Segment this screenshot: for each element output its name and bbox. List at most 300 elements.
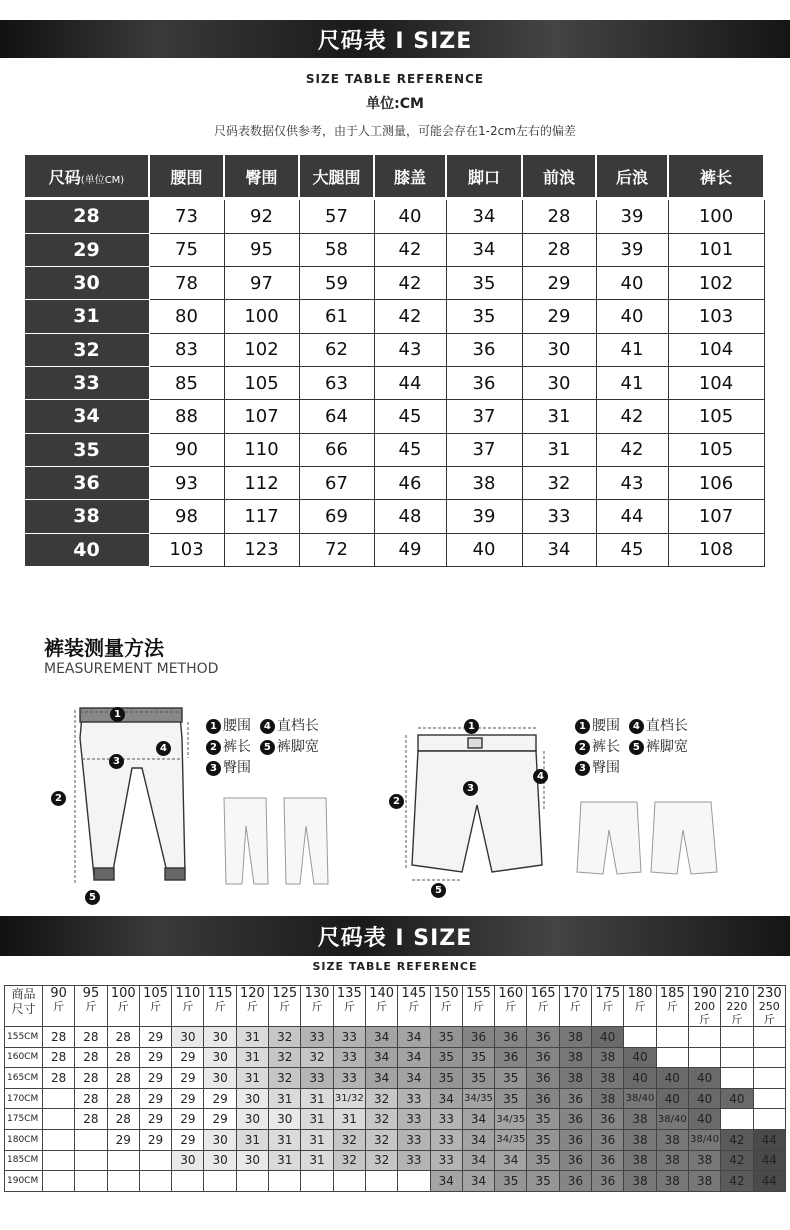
weight-header-row xyxy=(5,986,786,1027)
height-row xyxy=(5,1088,786,1109)
size-recommendation-cell: 38 xyxy=(688,1150,720,1171)
measurement-cell: 45 xyxy=(374,433,446,466)
size-cell: 33 xyxy=(24,366,149,399)
measurement-cell: 123 xyxy=(224,533,299,566)
measurement-cell: 98 xyxy=(149,500,224,533)
measurement-cell: 103 xyxy=(149,533,224,566)
measurement-cell: 61 xyxy=(299,300,374,333)
measurement-cell: 100 xyxy=(668,199,764,234)
measurement-cell: 73 xyxy=(149,199,224,234)
size-recommendation-cell: 38/40 xyxy=(624,1088,656,1109)
size-recommendation-cell: 33 xyxy=(398,1129,430,1150)
size-recommendation-cell: 38 xyxy=(592,1047,624,1068)
size-row xyxy=(24,433,764,466)
size-recommendation-cell: 32 xyxy=(333,1150,365,1171)
size-recommendation-cell: 31 xyxy=(236,1068,268,1089)
size-recommendation-cell: 28 xyxy=(75,1027,107,1048)
size-recommendation-cell xyxy=(107,1171,139,1192)
size-recommendation-cell: 29 xyxy=(172,1109,204,1130)
size-recommendation-cell: 33 xyxy=(398,1150,430,1171)
column-header: 后浪 xyxy=(596,154,668,199)
marker-3-icon: 3 xyxy=(109,751,126,770)
size-recommendation-cell xyxy=(721,1109,753,1130)
size-recommendation-cell: 28 xyxy=(107,1047,139,1068)
measurement-cell: 43 xyxy=(374,333,446,366)
size-recommendation-cell: 38 xyxy=(624,1150,656,1171)
size-recommendation-cell: 44 xyxy=(753,1150,785,1171)
weight-header: 100 斤 xyxy=(107,986,139,1027)
size-recommendation-cell: 36 xyxy=(527,1027,559,1048)
size-recommendation-cell: 33 xyxy=(333,1047,365,1068)
weight-header: 135 斤 xyxy=(333,986,365,1027)
measurement-cell: 37 xyxy=(446,400,522,433)
size-recommendation-cell xyxy=(43,1109,75,1130)
measurement-cell: 105 xyxy=(224,366,299,399)
size-recommendation-cell: 30 xyxy=(269,1109,301,1130)
size-recommendation-cell xyxy=(656,1027,688,1048)
measurement-cell: 45 xyxy=(374,400,446,433)
measurement-cell: 39 xyxy=(446,500,522,533)
pants-front-back-thumbnails xyxy=(220,792,340,892)
size-recommendation-cell: 35 xyxy=(527,1109,559,1130)
size-recommendation-cell: 40 xyxy=(656,1088,688,1109)
weight-header: 210 220斤 xyxy=(721,986,753,1027)
height-row xyxy=(5,1109,786,1130)
size-recommendation-cell: 32 xyxy=(269,1027,301,1048)
measurement-cell: 41 xyxy=(596,333,668,366)
measurement-cell: 105 xyxy=(668,400,764,433)
measurement-cell: 43 xyxy=(596,466,668,499)
measurement-cell: 90 xyxy=(149,433,224,466)
size-recommendation-cell: 36 xyxy=(527,1047,559,1068)
column-header: 裤长 xyxy=(668,154,764,199)
size-recommendation-cell: 32 xyxy=(333,1129,365,1150)
measurement-cell: 97 xyxy=(224,266,299,299)
height-row xyxy=(5,1129,786,1150)
shorts-front-back-thumbnails xyxy=(575,798,725,880)
size-recommendation-cell: 31/32 xyxy=(333,1088,365,1109)
measurement-cell: 42 xyxy=(374,300,446,333)
height-label: 180CM xyxy=(5,1129,43,1150)
measurement-cell: 83 xyxy=(149,333,224,366)
size-recommendation-cell: 30 xyxy=(236,1088,268,1109)
measurement-cell: 34 xyxy=(446,199,522,234)
size-recommendation-cell: 36 xyxy=(559,1109,591,1130)
size-recommendation-cell: 31 xyxy=(301,1088,333,1109)
size-recommendation-cell: 38 xyxy=(688,1171,720,1192)
size-recommendation-cell xyxy=(624,1027,656,1048)
size-recommendation-cell: 38 xyxy=(592,1068,624,1089)
size-recommendation-cell: 42 xyxy=(721,1150,753,1171)
measurement-cell: 41 xyxy=(596,366,668,399)
size-cell: 32 xyxy=(24,333,149,366)
size-recommendation-cell: 33 xyxy=(333,1068,365,1089)
size-recommendation-cell: 34 xyxy=(462,1150,494,1171)
measurement-cell: 93 xyxy=(149,466,224,499)
size-recommendation-cell: 40 xyxy=(624,1047,656,1068)
shorts-diagram xyxy=(392,720,567,900)
size-table xyxy=(23,153,765,567)
size-recommendation-cell: 31 xyxy=(269,1150,301,1171)
size-recommendation-cell xyxy=(43,1150,75,1171)
size-recommendation-cell: 29 xyxy=(139,1088,171,1109)
measurement-cell: 45 xyxy=(596,533,668,566)
measurement-cell: 85 xyxy=(149,366,224,399)
size-recommendation-cell: 34/35 xyxy=(495,1129,527,1150)
size-recommendation-cell: 33 xyxy=(430,1150,462,1171)
size-recommendation-cell: 31 xyxy=(269,1129,301,1150)
size-recommendation-cell: 32 xyxy=(301,1047,333,1068)
disclaimer-note: 尺码表数据仅供参考，由于人工测量，可能会存在1-2cm左右的偏差 xyxy=(214,124,576,138)
size-recommendation-cell xyxy=(139,1171,171,1192)
measurement-cell: 72 xyxy=(299,533,374,566)
size-recommendation-cell: 28 xyxy=(107,1109,139,1130)
size-recommendation-cell xyxy=(721,1068,753,1089)
measurement-cell: 69 xyxy=(299,500,374,533)
size-recommendation-cell: 38 xyxy=(656,1129,688,1150)
size-recommendation-cell: 44 xyxy=(753,1171,785,1192)
size-cell: 40 xyxy=(24,533,149,566)
size-recommendation-cell: 42 xyxy=(721,1171,753,1192)
measurement-cell: 63 xyxy=(299,366,374,399)
measurement-cell: 28 xyxy=(522,199,596,234)
size-recommendation-cell: 28 xyxy=(43,1047,75,1068)
size-recommendation-cell: 29 xyxy=(172,1088,204,1109)
measurement-cell: 39 xyxy=(596,233,668,266)
size-recommendation-cell: 35 xyxy=(527,1129,559,1150)
size-recommendation-cell xyxy=(75,1129,107,1150)
size-recommendation-cell: 28 xyxy=(107,1088,139,1109)
size-recommendation-cell xyxy=(753,1047,785,1068)
size-recommendation-cell: 40 xyxy=(688,1109,720,1130)
height-row xyxy=(5,1171,786,1192)
weight-header: 105 斤 xyxy=(139,986,171,1027)
weight-header: 230 250斤 xyxy=(753,986,785,1027)
weight-header: 165 斤 xyxy=(527,986,559,1027)
weight-header: 120 斤 xyxy=(236,986,268,1027)
size-recommendation-cell: 38 xyxy=(656,1171,688,1192)
weight-header: 110 斤 xyxy=(172,986,204,1027)
column-header-size: 尺码(单位CM) xyxy=(24,154,149,199)
size-recommendation-cell: 35 xyxy=(462,1047,494,1068)
size-recommendation-cell: 40 xyxy=(624,1068,656,1089)
size-cell: 36 xyxy=(24,466,149,499)
size-recommendation-cell: 29 xyxy=(204,1088,236,1109)
measurement-cell: 42 xyxy=(374,233,446,266)
size-recommendation-cell xyxy=(236,1171,268,1192)
measurement-cell: 102 xyxy=(668,266,764,299)
measurement-cell: 34 xyxy=(522,533,596,566)
size-recommendation-cell: 35 xyxy=(495,1171,527,1192)
weight-header: 140 斤 xyxy=(365,986,397,1027)
weight-height-table xyxy=(4,985,786,1192)
weight-header: 190 200斤 xyxy=(688,986,720,1027)
size-recommendation-cell xyxy=(398,1171,430,1192)
weight-header: 155 斤 xyxy=(462,986,494,1027)
size-recommendation-cell: 33 xyxy=(398,1109,430,1130)
weight-header: 90 斤 xyxy=(43,986,75,1027)
size-recommendation-cell: 34 xyxy=(430,1171,462,1192)
size-recommendation-cell: 34 xyxy=(365,1047,397,1068)
size-recommendation-cell: 32 xyxy=(365,1150,397,1171)
size-recommendation-cell xyxy=(43,1171,75,1192)
size-recommendation-cell: 28 xyxy=(75,1109,107,1130)
size-row xyxy=(24,466,764,499)
size-recommendation-cell: 40 xyxy=(688,1088,720,1109)
marker-4-icon: 4 xyxy=(533,766,550,785)
size-recommendation-cell: 35 xyxy=(495,1068,527,1089)
size-recommendation-cell: 32 xyxy=(269,1047,301,1068)
size-recommendation-cell: 38 xyxy=(559,1047,591,1068)
size-recommendation-cell xyxy=(365,1171,397,1192)
size-row xyxy=(24,366,764,399)
measurement-cell: 40 xyxy=(596,266,668,299)
column-header: 腰围 xyxy=(149,154,224,199)
banner-title: 尺码表 I SIZE xyxy=(317,28,473,54)
measurement-cell: 36 xyxy=(446,333,522,366)
measurement-cell: 59 xyxy=(299,266,374,299)
size-recommendation-cell: 36 xyxy=(462,1027,494,1048)
size-recommendation-cell: 35 xyxy=(430,1068,462,1089)
measurement-cell: 66 xyxy=(299,433,374,466)
measurement-cell: 37 xyxy=(446,433,522,466)
measurement-cell: 78 xyxy=(149,266,224,299)
size-recommendation-cell: 31 xyxy=(236,1027,268,1048)
measurement-legend-shorts: 1 腰围 4 直档长 2 裤长 5 裤脚宽 3 臀围 xyxy=(575,716,688,779)
size-recommendation-cell xyxy=(139,1150,171,1171)
size-recommendation-cell: 29 xyxy=(139,1027,171,1048)
size-recommendation-cell: 28 xyxy=(43,1068,75,1089)
size-recommendation-cell: 36 xyxy=(559,1088,591,1109)
height-label: 165CM xyxy=(5,1068,43,1089)
size-recommendation-cell: 38 xyxy=(656,1150,688,1171)
size-recommendation-cell xyxy=(204,1171,236,1192)
size-recommendation-cell xyxy=(721,1027,753,1048)
size-recommendation-cell xyxy=(43,1088,75,1109)
size-recommendation-cell: 34/35 xyxy=(462,1088,494,1109)
size-recommendation-cell: 36 xyxy=(592,1150,624,1171)
measurement-cell: 35 xyxy=(446,266,522,299)
size-row xyxy=(24,500,764,533)
size-recommendation-cell: 29 xyxy=(204,1109,236,1130)
marker-3-icon: 3 xyxy=(463,778,480,797)
weight-header: 185 斤 xyxy=(656,986,688,1027)
measurement-cell: 80 xyxy=(149,300,224,333)
measurement-cell: 107 xyxy=(224,400,299,433)
size-recommendation-cell xyxy=(753,1088,785,1109)
size-recommendation-cell: 38 xyxy=(624,1171,656,1192)
size-row xyxy=(24,533,764,566)
measurement-cell: 42 xyxy=(374,266,446,299)
size-recommendation-cell: 33 xyxy=(430,1109,462,1130)
size-recommendation-cell: 30 xyxy=(172,1150,204,1171)
height-label: 185CM xyxy=(5,1150,43,1171)
column-header: 臀围 xyxy=(224,154,299,199)
size-recommendation-cell: 28 xyxy=(75,1047,107,1068)
size-cell: 35 xyxy=(24,433,149,466)
size-recommendation-cell: 29 xyxy=(139,1129,171,1150)
height-row xyxy=(5,1047,786,1068)
size-recommendation-cell: 29 xyxy=(172,1129,204,1150)
measurement-cell: 33 xyxy=(522,500,596,533)
weight-header: 180 斤 xyxy=(624,986,656,1027)
measurement-cell: 40 xyxy=(596,300,668,333)
measurement-cell: 49 xyxy=(374,533,446,566)
size-recommendation-cell: 32 xyxy=(365,1109,397,1130)
size-recommendation-cell: 32 xyxy=(365,1129,397,1150)
measurement-cell: 28 xyxy=(522,233,596,266)
measurement-cell: 110 xyxy=(224,433,299,466)
size-recommendation-cell xyxy=(753,1027,785,1048)
corner-header: 商品 尺寸 xyxy=(5,986,43,1027)
measurement-cell: 42 xyxy=(596,400,668,433)
size-recommendation-cell xyxy=(269,1171,301,1192)
size-recommendation-cell: 33 xyxy=(301,1068,333,1089)
size-recommendation-cell: 30 xyxy=(172,1027,204,1048)
measurement-cell: 92 xyxy=(224,199,299,234)
measurement-cell: 106 xyxy=(668,466,764,499)
size-recommendation-cell: 30 xyxy=(204,1150,236,1171)
measurement-legend-pants: 1 腰围 4 直档长 2 裤长 5 裤脚宽 3 臀围 xyxy=(206,716,319,779)
size-row xyxy=(24,333,764,366)
marker-2-icon: 2 xyxy=(51,788,68,807)
size-recommendation-cell: 33 xyxy=(301,1027,333,1048)
size-recommendation-cell xyxy=(753,1109,785,1130)
size-recommendation-cell: 33 xyxy=(430,1129,462,1150)
size-recommendation-cell: 38 xyxy=(559,1068,591,1089)
measurement-title: 裤装测量方法 xyxy=(44,636,164,660)
size-recommendation-cell: 32 xyxy=(269,1068,301,1089)
size-recommendation-cell: 34 xyxy=(398,1047,430,1068)
size-recommendation-cell: 35 xyxy=(527,1150,559,1171)
size-recommendation-cell xyxy=(656,1047,688,1068)
size-row xyxy=(24,266,764,299)
size-recommendation-cell: 38 xyxy=(559,1027,591,1048)
measurement-cell: 64 xyxy=(299,400,374,433)
size-recommendation-cell: 36 xyxy=(495,1047,527,1068)
size-row xyxy=(24,199,764,234)
size-cell: 34 xyxy=(24,400,149,433)
size-recommendation-cell: 40 xyxy=(656,1068,688,1089)
measurement-cell: 104 xyxy=(668,366,764,399)
size-recommendation-cell: 34 xyxy=(398,1068,430,1089)
marker-4-icon: 4 xyxy=(156,738,173,757)
size-recommendation-cell: 30 xyxy=(204,1129,236,1150)
size-recommendation-cell xyxy=(688,1027,720,1048)
size-table-header xyxy=(24,154,764,199)
measurement-cell: 104 xyxy=(668,333,764,366)
size-recommendation-cell: 38 xyxy=(592,1088,624,1109)
size-recommendation-cell: 32 xyxy=(365,1088,397,1109)
size-recommendation-cell: 38 xyxy=(624,1109,656,1130)
height-row xyxy=(5,1150,786,1171)
measurement-cell: 108 xyxy=(668,533,764,566)
bottom-banner xyxy=(0,916,790,956)
measurement-cell: 30 xyxy=(522,333,596,366)
size-recommendation-cell: 31 xyxy=(301,1129,333,1150)
measurement-cell: 88 xyxy=(149,400,224,433)
size-recommendation-cell: 40 xyxy=(688,1068,720,1089)
height-row xyxy=(5,1027,786,1048)
height-row xyxy=(5,1068,786,1089)
size-recommendation-cell: 36 xyxy=(592,1171,624,1192)
size-recommendation-cell: 30 xyxy=(204,1068,236,1089)
measurement-cell: 29 xyxy=(522,266,596,299)
measurement-cell: 44 xyxy=(374,366,446,399)
size-recommendation-cell: 28 xyxy=(43,1027,75,1048)
measurement-cell: 35 xyxy=(446,300,522,333)
size-recommendation-cell xyxy=(753,1068,785,1089)
measurement-cell: 101 xyxy=(668,233,764,266)
size-recommendation-cell: 35 xyxy=(462,1068,494,1089)
marker-5-icon: 5 xyxy=(431,880,448,899)
size-recommendation-cell: 34 xyxy=(398,1027,430,1048)
size-recommendation-cell: 31 xyxy=(236,1129,268,1150)
size-recommendation-cell: 36 xyxy=(559,1129,591,1150)
weight-header: 115 斤 xyxy=(204,986,236,1027)
measurement-cell: 31 xyxy=(522,400,596,433)
size-recommendation-cell xyxy=(75,1150,107,1171)
height-label: 160CM xyxy=(5,1047,43,1068)
size-recommendation-cell: 31 xyxy=(333,1109,365,1130)
size-recommendation-cell: 35 xyxy=(495,1088,527,1109)
size-recommendation-cell: 40 xyxy=(721,1088,753,1109)
marker-1-icon: 1 xyxy=(110,704,127,723)
measurement-cell: 44 xyxy=(596,500,668,533)
height-label: 175CM xyxy=(5,1109,43,1130)
size-recommendation-cell: 31 xyxy=(301,1109,333,1130)
measurement-cell: 40 xyxy=(446,533,522,566)
size-recommendation-cell: 36 xyxy=(592,1109,624,1130)
size-recommendation-cell xyxy=(43,1129,75,1150)
column-header: 大腿围 xyxy=(299,154,374,199)
measurement-cell: 31 xyxy=(522,433,596,466)
banner-title: 尺码表 I SIZE xyxy=(317,925,473,951)
top-banner xyxy=(0,20,790,58)
weight-header: 175 斤 xyxy=(592,986,624,1027)
measurement-cell: 103 xyxy=(668,300,764,333)
size-cell: 28 xyxy=(24,199,149,234)
size-recommendation-cell xyxy=(75,1171,107,1192)
measurement-cell: 36 xyxy=(446,366,522,399)
column-header: 前浪 xyxy=(522,154,596,199)
measurement-cell: 75 xyxy=(149,233,224,266)
size-recommendation-cell: 33 xyxy=(398,1088,430,1109)
marker-1-icon: 1 xyxy=(464,716,481,735)
size-recommendation-cell: 36 xyxy=(527,1068,559,1089)
measurement-cell: 67 xyxy=(299,466,374,499)
size-recommendation-cell xyxy=(172,1171,204,1192)
size-recommendation-cell: 33 xyxy=(333,1027,365,1048)
size-cell: 30 xyxy=(24,266,149,299)
size-recommendation-cell: 28 xyxy=(107,1027,139,1048)
size-recommendation-cell: 44 xyxy=(753,1129,785,1150)
measurement-cell: 107 xyxy=(668,500,764,533)
measurement-cell: 117 xyxy=(224,500,299,533)
size-recommendation-cell: 30 xyxy=(236,1150,268,1171)
size-recommendation-cell: 31 xyxy=(301,1150,333,1171)
size-cell: 31 xyxy=(24,300,149,333)
weight-header: 145 斤 xyxy=(398,986,430,1027)
measurement-cell: 34 xyxy=(446,233,522,266)
size-recommendation-cell xyxy=(721,1047,753,1068)
size-recommendation-cell: 31 xyxy=(269,1088,301,1109)
marker-5-icon: 5 xyxy=(85,887,102,906)
size-recommendation-cell: 30 xyxy=(236,1109,268,1130)
weight-header: 150 斤 xyxy=(430,986,462,1027)
size-cell: 29 xyxy=(24,233,149,266)
measurement-cell: 42 xyxy=(596,433,668,466)
